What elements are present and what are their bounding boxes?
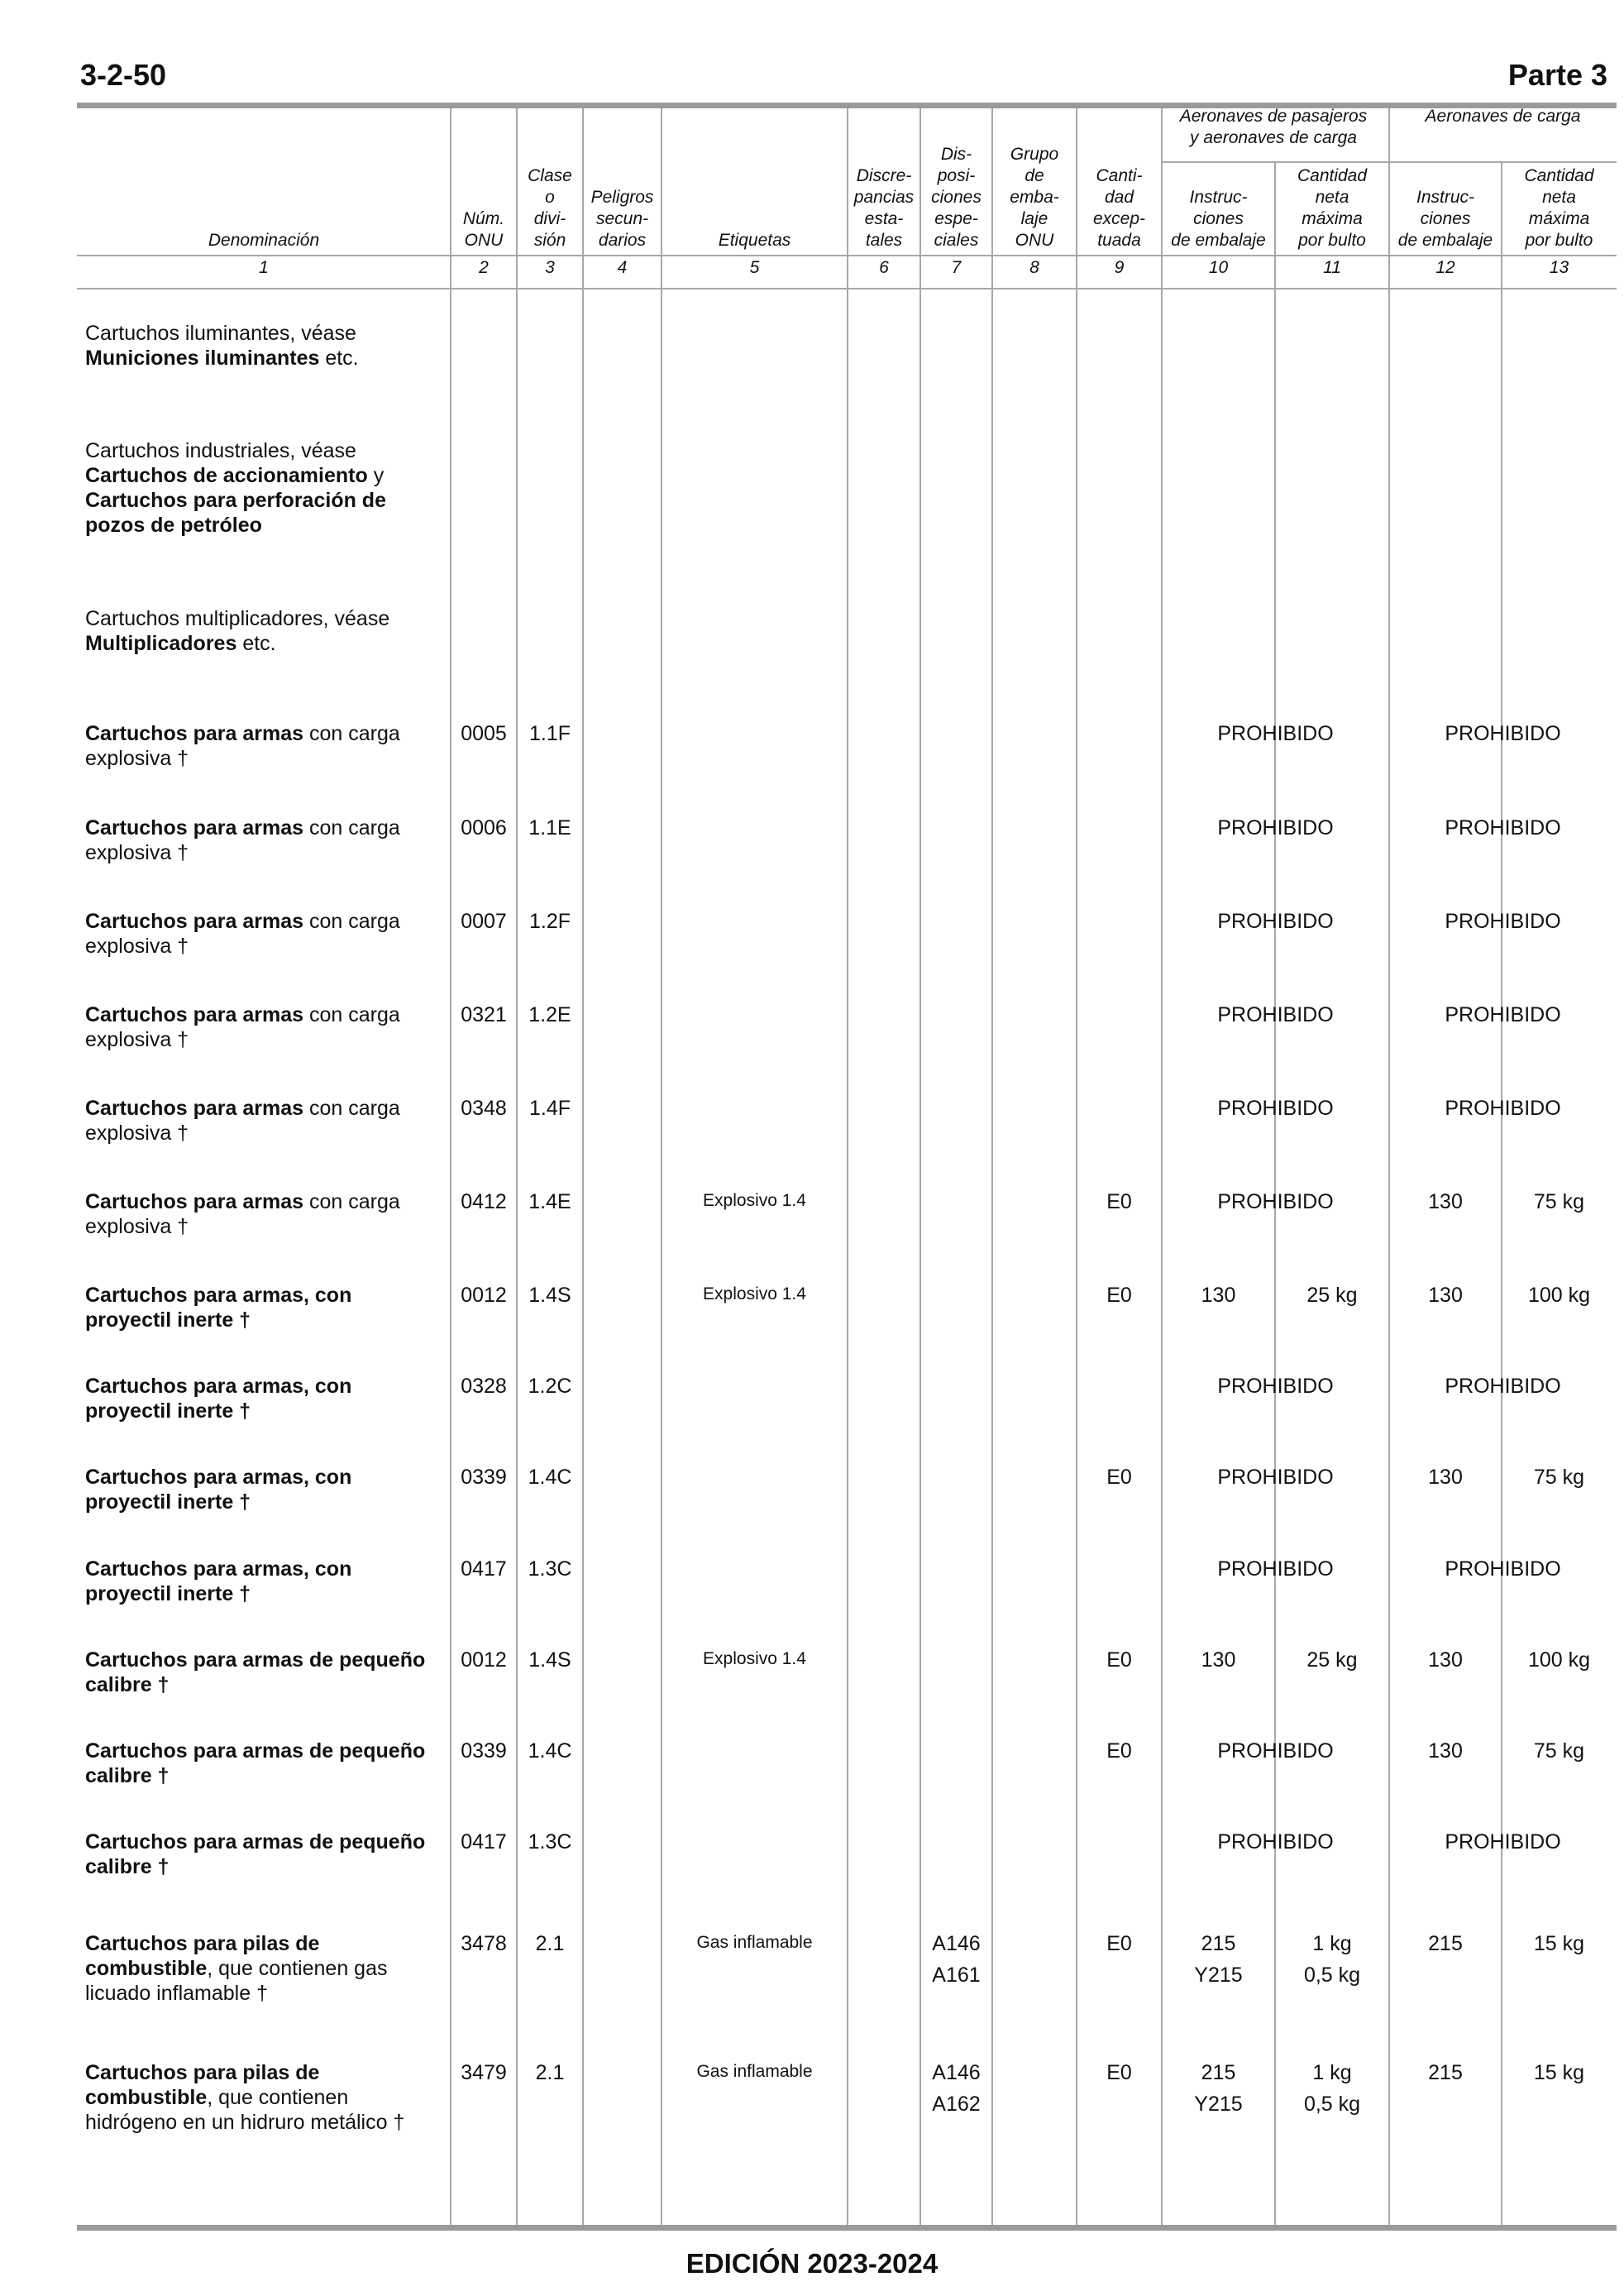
- excepted-quantity: E0: [1106, 1932, 1132, 1955]
- passenger-max-net-quantity: 1 kg 0,5 kg: [1303, 1932, 1361, 1987]
- column-number-8: 8: [1029, 258, 1039, 277]
- column-divider: [582, 108, 584, 2225]
- excepted-quantity: E0: [1106, 1466, 1132, 1489]
- column-number-4: 4: [617, 258, 628, 277]
- name-bold: Cartuchos para armas: [85, 1190, 304, 1213]
- name-tail: y: [367, 464, 385, 487]
- name-bold-2: Cartuchos para perforación de pozos de petróleo: [85, 489, 386, 537]
- cargo-packing-instruction: 130: [1428, 1739, 1463, 1763]
- cargo-max-net-quantity: 15 kg: [1533, 1932, 1585, 1955]
- excepted-quantity: E0: [1106, 1284, 1132, 1307]
- label-cell: Explosivo 1.4: [703, 1284, 806, 1303]
- cargo-max-net-quantity: 100 kg: [1527, 1284, 1591, 1307]
- un-number: 0417: [461, 1830, 507, 1854]
- column-number-1: 1: [259, 258, 269, 277]
- passenger-prohibited: PROHIBIDO: [1217, 910, 1334, 933]
- special-provisions: A146 A162: [932, 2061, 981, 2116]
- class-division: 2.1: [535, 1932, 565, 1955]
- class-division: 1.4E: [528, 1190, 571, 1213]
- cargo-packing-instruction: 130: [1428, 1466, 1463, 1489]
- class-division: 1.4C: [528, 1466, 572, 1489]
- passenger-prohibited: PROHIBIDO: [1217, 722, 1334, 745]
- passenger-prohibited: PROHIBIDO: [1217, 1003, 1334, 1026]
- name-bold: Cartuchos para armas, con proyectil inerte †: [85, 1375, 352, 1423]
- class-division: 1.4S: [528, 1284, 571, 1307]
- un-number: 0012: [461, 1284, 507, 1307]
- name-bold: Municiones iluminantes: [85, 347, 320, 370]
- name-bold: Cartuchos para armas: [85, 910, 304, 933]
- name-tail: con carga explosiva †: [85, 816, 400, 864]
- row-name: [85, 2060, 432, 2135]
- class-division: 1.1F: [528, 722, 571, 745]
- name-tail: con carga explosiva †: [85, 722, 400, 770]
- passenger-prohibited: PROHIBIDO: [1217, 1375, 1334, 1398]
- column-number-line: [77, 288, 1617, 289]
- column-header-11: Cantidad neta máxima por bulto: [1297, 166, 1368, 250]
- name-tail: con carga explosiva †: [85, 1003, 400, 1051]
- un-number: 0417: [461, 1557, 507, 1581]
- passenger-packing-instruction: 215 Y215: [1194, 1932, 1243, 1987]
- name-bold: Cartuchos de accionamiento: [85, 464, 368, 487]
- un-number: 0007: [461, 910, 507, 933]
- passenger-prohibited: PROHIBIDO: [1217, 1466, 1334, 1489]
- un-number: 0339: [461, 1466, 507, 1489]
- column-divider: [991, 108, 993, 2225]
- name-plain: Cartuchos industriales, véase: [85, 439, 356, 462]
- passenger-prohibited: PROHIBIDO: [1217, 1190, 1334, 1213]
- excepted-quantity: E0: [1106, 2061, 1132, 2084]
- bottom-rule: [77, 2225, 1617, 2231]
- un-number: 0006: [461, 816, 507, 839]
- passenger-packing-instruction: 215 Y215: [1194, 2061, 1243, 2116]
- cargo-prohibited: PROHIBIDO: [1445, 1830, 1561, 1854]
- class-division: 1.2E: [528, 1003, 571, 1026]
- cargo-max-net-quantity: 75 kg: [1533, 1739, 1585, 1763]
- name-tail: etc.: [236, 632, 276, 655]
- row-name: [85, 1830, 432, 1879]
- cargo-packing-instruction: 130: [1428, 1284, 1463, 1307]
- row-name: [85, 1465, 432, 1514]
- column-divider: [1388, 108, 1390, 2225]
- passenger-packing-instruction: 130: [1201, 1648, 1236, 1672]
- class-division: 1.4C: [528, 1739, 572, 1763]
- row-name: [85, 1739, 432, 1788]
- name-bold: Cartuchos para armas: [85, 1003, 304, 1026]
- class-division: 1.3C: [528, 1830, 572, 1854]
- un-number: 0339: [461, 1739, 507, 1763]
- column-divider: [661, 108, 662, 2225]
- excepted-quantity: E0: [1106, 1739, 1132, 1763]
- cargo-max-net-quantity: 100 kg: [1527, 1648, 1591, 1672]
- column-number-10: 10: [1208, 258, 1229, 277]
- un-number: 0321: [461, 1003, 507, 1026]
- cargo-prohibited: PROHIBIDO: [1445, 1003, 1561, 1026]
- group-header-cargo: Aeronaves de carga: [1425, 107, 1581, 126]
- excepted-quantity: E0: [1106, 1648, 1132, 1672]
- row-name: [85, 438, 432, 538]
- column-header-12: Instruc- ciones de embalaje: [1397, 188, 1493, 250]
- label-cell: Explosivo 1.4: [703, 1191, 806, 1210]
- cargo-packing-instruction: 215: [1428, 1932, 1463, 1955]
- name-bold: Cartuchos para armas, con proyectil inerte †: [85, 1557, 352, 1605]
- cargo-prohibited: PROHIBIDO: [1445, 816, 1561, 839]
- top-rule: [77, 103, 1617, 108]
- name-bold: Cartuchos para pilas de combustible: [85, 2061, 320, 2109]
- row-name: [85, 909, 432, 959]
- cargo-packing-instruction: 215: [1428, 2061, 1463, 2084]
- row-name: [85, 1374, 432, 1423]
- row-name: [85, 606, 432, 656]
- name-bold: Cartuchos para armas, con proyectil inerte †: [85, 1466, 352, 1514]
- column-number-2: 2: [479, 258, 489, 277]
- column-divider: [1076, 108, 1077, 2225]
- name-plain: Cartuchos multiplicadores, véase: [85, 607, 390, 630]
- column-number-13: 13: [1549, 258, 1569, 277]
- passenger-prohibited: PROHIBIDO: [1217, 1557, 1334, 1581]
- column-divider: [450, 108, 451, 2225]
- passenger-max-net-quantity: 25 kg: [1306, 1284, 1358, 1307]
- column-header-1: Denominación: [208, 231, 320, 250]
- cargo-packing-instruction: 130: [1428, 1190, 1463, 1213]
- name-bold: Cartuchos para armas de pequeño calibre †: [85, 1830, 426, 1878]
- name-bold: Cartuchos para armas de pequeño calibre †: [85, 1648, 426, 1696]
- class-division: 2.1: [535, 2061, 565, 2084]
- cargo-prohibited: PROHIBIDO: [1445, 1097, 1561, 1120]
- cargo-prohibited: PROHIBIDO: [1445, 1557, 1561, 1581]
- special-provisions: A146 A161: [932, 1932, 981, 1987]
- un-number: 3478: [461, 1932, 507, 1955]
- column-divider: [847, 108, 848, 2225]
- column-header-4: Peligros secun- darios: [590, 188, 654, 250]
- name-bold: Cartuchos para armas: [85, 722, 304, 745]
- label-cell: Explosivo 1.4: [703, 1649, 806, 1668]
- part-title: Parte 3: [1507, 58, 1607, 92]
- passenger-prohibited: PROHIBIDO: [1217, 1739, 1334, 1763]
- row-name: [85, 1557, 432, 1606]
- column-number-6: 6: [879, 258, 889, 277]
- cargo-prohibited: PROHIBIDO: [1445, 1375, 1561, 1398]
- un-number: 0412: [461, 1190, 507, 1213]
- class-division: 1.4S: [528, 1648, 571, 1672]
- column-divider: [516, 108, 518, 2225]
- column-header-7: Dis- posi- ciones espe- ciales: [931, 145, 982, 250]
- passenger-prohibited: PROHIBIDO: [1217, 1097, 1334, 1120]
- column-divider: [1161, 108, 1163, 2225]
- column-number-3: 3: [545, 258, 555, 277]
- cargo-max-net-quantity: 15 kg: [1533, 2061, 1585, 2084]
- column-header-8: Grupo de emba- laje ONU: [1010, 145, 1059, 250]
- name-bold: Cartuchos para armas de pequeño calibre †: [85, 1739, 426, 1787]
- edition-footer: EDICIÓN 2023-2024: [685, 2248, 939, 2279]
- column-header-9: Canti- dad excep- tuada: [1092, 166, 1146, 250]
- class-division: 1.2C: [528, 1375, 572, 1398]
- column-header-3: Clase o divi- sión: [528, 166, 572, 250]
- name-bold: Cartuchos para pilas de combustible: [85, 1932, 320, 1980]
- column-divider: [919, 108, 921, 2225]
- un-number: 0348: [461, 1097, 507, 1120]
- column-header-5: Etiquetas: [718, 231, 791, 250]
- un-number: 0012: [461, 1648, 507, 1672]
- name-plain: Cartuchos iluminantes, véase: [85, 322, 356, 345]
- row-name: [85, 1189, 432, 1239]
- row-name: [85, 1648, 432, 1697]
- column-header-6: Discre- pancias esta- tales: [853, 166, 915, 250]
- column-header-13: Cantidad neta máxima por bulto: [1524, 166, 1594, 250]
- cargo-packing-instruction: 130: [1428, 1648, 1463, 1672]
- row-name: [85, 1283, 432, 1332]
- passenger-prohibited: PROHIBIDO: [1217, 1830, 1334, 1854]
- label-cell: Gas inflamable: [696, 1933, 813, 1952]
- un-number: 0328: [461, 1375, 507, 1398]
- row-name: [85, 1002, 432, 1052]
- name-bold: Cartuchos para armas: [85, 1097, 304, 1120]
- page-number: 3-2-50: [80, 58, 167, 92]
- row-name: [85, 816, 432, 865]
- name-tail: , que contienen gas licuado inflamable †: [85, 1957, 388, 2005]
- column-header-10: Instruc- ciones de embalaje: [1171, 188, 1266, 250]
- cargo-prohibited: PROHIBIDO: [1445, 722, 1561, 745]
- row-name: [85, 321, 432, 371]
- cargo-max-net-quantity: 75 kg: [1533, 1190, 1585, 1213]
- label-cell: Gas inflamable: [696, 2062, 813, 2081]
- column-number-12: 12: [1435, 258, 1455, 277]
- row-name: [85, 721, 432, 771]
- name-bold: Multiplicadores: [85, 632, 237, 655]
- class-division: 1.4F: [528, 1097, 571, 1120]
- name-bold: Cartuchos para armas, con proyectil inerte †: [85, 1284, 352, 1332]
- name-tail: con carga explosiva †: [85, 1190, 400, 1238]
- name-tail: etc.: [319, 347, 359, 370]
- class-division: 1.2F: [528, 910, 571, 933]
- column-number-7: 7: [951, 258, 962, 277]
- column-number-11: 11: [1323, 258, 1341, 277]
- passenger-max-net-quantity: 25 kg: [1306, 1648, 1358, 1672]
- passenger-max-net-quantity: 1 kg 0,5 kg: [1303, 2061, 1361, 2116]
- un-number: 3479: [461, 2061, 507, 2084]
- row-name: [85, 1096, 432, 1146]
- header-bottom-line: [77, 255, 1617, 256]
- column-header-2: Núm. ONU: [462, 209, 505, 250]
- column-number-9: 9: [1114, 258, 1125, 277]
- cargo-max-net-quantity: 75 kg: [1533, 1466, 1585, 1489]
- name-tail: con carga explosiva †: [85, 1097, 400, 1145]
- un-number: 0005: [461, 722, 507, 745]
- cargo-prohibited: PROHIBIDO: [1445, 910, 1561, 933]
- class-division: 1.3C: [528, 1557, 572, 1581]
- group-header-divider: [1162, 161, 1617, 163]
- name-bold: Cartuchos para armas: [85, 816, 304, 839]
- class-division: 1.1E: [528, 816, 571, 839]
- passenger-packing-instruction: 130: [1201, 1284, 1236, 1307]
- excepted-quantity: E0: [1106, 1190, 1132, 1213]
- name-tail: , que contienen hidrógeno en un hidruro metálico †: [85, 2086, 405, 2134]
- name-tail: con carga explosiva †: [85, 910, 400, 958]
- group-header-passenger: Aeronaves de pasajeros y aeronaves de carga: [1179, 107, 1368, 147]
- passenger-prohibited: PROHIBIDO: [1217, 816, 1334, 839]
- column-number-5: 5: [749, 258, 760, 277]
- row-name: [85, 1931, 432, 2006]
